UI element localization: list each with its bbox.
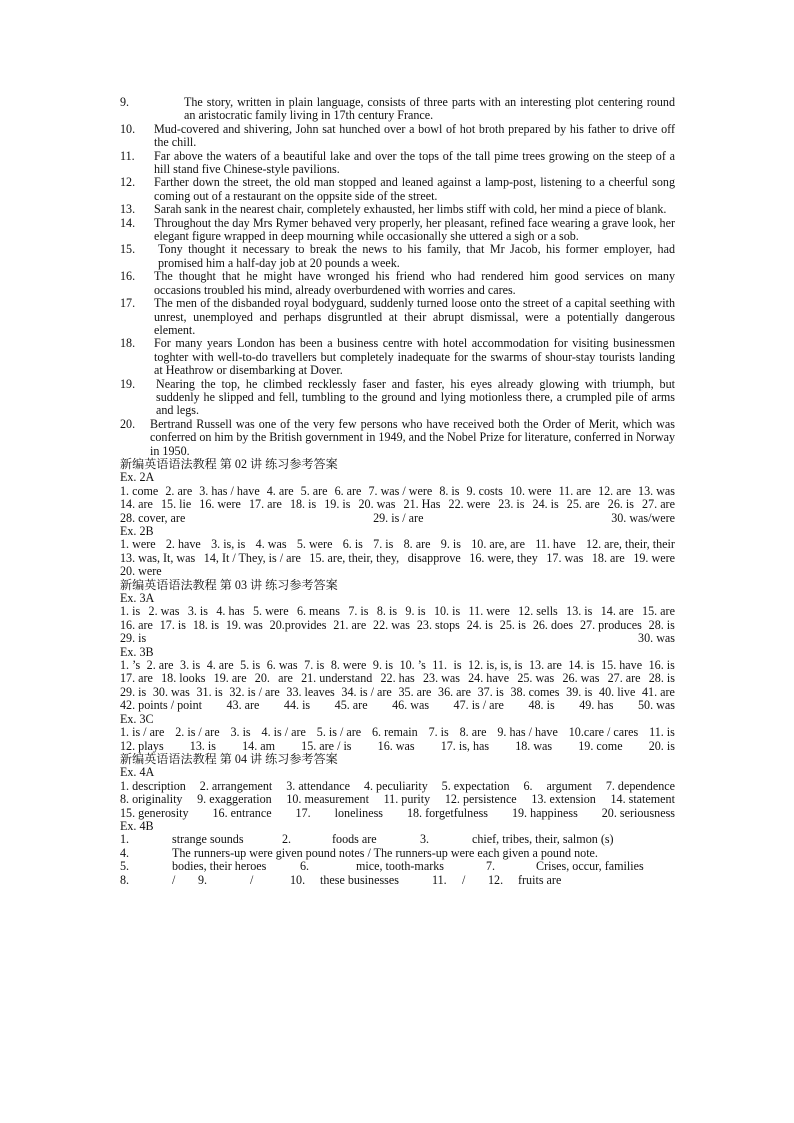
answer-item: 16. was	[377, 738, 415, 753]
answer-item: 18. forgetfulness	[406, 805, 488, 820]
answer-item: 7. was / were	[368, 483, 433, 498]
answer-number: 11.	[432, 872, 447, 887]
sentence-text: The thought that he might have wronged his friend who had rendered him good services on many occasions troubled his mind, already overburdened with worries and cares.	[154, 269, 675, 297]
answer-item: 11. purity	[383, 792, 431, 807]
exercise-label: Ex. 3B	[120, 644, 154, 659]
answer-item: 6.	[523, 778, 533, 793]
answer-item: 20. is	[648, 738, 675, 753]
answer-number: 8.	[120, 872, 130, 887]
sentence-item	[120, 203, 675, 216]
answer-item: loneliness	[334, 805, 383, 820]
lesson-heading: 新编英语语法教程 第 04 讲 练习参考答案	[120, 751, 338, 766]
answer-block	[120, 780, 675, 820]
answer-item: 23. is	[498, 497, 525, 512]
answer-item: 24. is	[532, 497, 559, 512]
answer-row	[120, 860, 675, 873]
sentence-number: 9.	[120, 95, 130, 109]
answer-item: 28. is	[648, 671, 675, 686]
answer-item: 26. was	[562, 671, 600, 686]
answer-item: 7. is	[348, 604, 369, 619]
sentence-number: 10.	[120, 121, 136, 136]
answer-item: 37. is	[477, 684, 504, 699]
answer-item: 34. is / are	[341, 684, 392, 699]
answer-item: 22. has	[380, 671, 415, 686]
document-page	[120, 96, 675, 887]
answer-item: 38. comes	[510, 684, 560, 699]
answer-number: 1.	[120, 832, 130, 847]
lesson-heading: 新编英语语法教程 第 03 讲 练习参考答案	[120, 577, 338, 592]
answer-item: 42. points / point	[120, 698, 202, 713]
answer-item: 2. are	[146, 658, 174, 673]
answer-item: 7. dependence	[605, 778, 675, 793]
answer-item: 26. is	[607, 497, 634, 512]
answer-text: these businesses	[320, 872, 399, 887]
answer-item: 13. is	[566, 604, 593, 619]
answer-item: 19. is	[324, 497, 351, 512]
exercise-label: Ex. 2A	[120, 470, 155, 485]
answer-item: 10. ’s	[399, 658, 426, 673]
answer-item: 19. happiness	[511, 805, 578, 820]
answer-item: 43. are	[226, 698, 260, 713]
sentence-text: Tony thought it necessary to break the news to his family, that Mr Jacob, his former employer, had promised him a half-day job at 20 pounds a week.	[158, 242, 675, 270]
answer-item: 4. peculiarity	[363, 778, 428, 793]
answer-item: 15. lie	[160, 497, 192, 512]
answer-item: 45. are	[334, 698, 368, 713]
answer-item: 9. is	[372, 658, 394, 673]
answer-item: 10. are, are	[471, 537, 525, 552]
answer-item: 22. was	[373, 617, 410, 632]
answer-item: 14. is	[568, 658, 595, 673]
exercise-label: Ex. 2B	[120, 524, 154, 538]
answer-item: 15. are / is	[301, 738, 352, 753]
answer-item: 35. are	[398, 684, 432, 699]
answer-item: 9. has / have	[497, 725, 558, 740]
sentence-number: 11.	[120, 148, 135, 163]
answer-item: 18. was	[515, 738, 553, 753]
answer-item: 2. is / are	[175, 725, 220, 740]
answer-item: 30. was/were	[611, 510, 675, 525]
answer-item: 3. attendance	[286, 778, 351, 793]
answer-item: 14. are	[120, 497, 153, 512]
answer-item: 3. has / have	[199, 483, 260, 498]
answer-item: 20. were	[120, 564, 162, 579]
answer-item: 32. is / are	[229, 684, 280, 699]
answer-item: 18. is	[289, 497, 317, 512]
answer-item: 1. description	[120, 778, 186, 793]
exercise-label: Ex. 4A	[120, 765, 155, 780]
answer-block	[120, 605, 675, 645]
answer-item: 19. was	[225, 617, 263, 632]
answer-item: 25. are	[566, 497, 600, 512]
answer-item: 12. is, is, is	[468, 658, 523, 673]
answer-item: 12. are	[598, 483, 631, 498]
answer-item: 1. is	[120, 604, 141, 619]
sentence-number: 14.	[120, 215, 136, 230]
answer-item: 14. are	[600, 604, 634, 619]
answer-item: 5. were	[296, 537, 333, 552]
answer-number: 9.	[198, 872, 208, 887]
answer-item: 13. was	[638, 483, 675, 498]
exercise-label: Ex. 4B	[120, 818, 154, 833]
answer-text: fruits are	[518, 872, 562, 887]
answer-block	[120, 659, 675, 713]
answer-item: 20. was	[358, 497, 396, 512]
answer-item: 6. is	[342, 537, 363, 552]
answer-item: 17. is, has	[440, 738, 490, 753]
sentence-item	[120, 418, 675, 458]
answer-item: 17. was	[546, 550, 584, 565]
answer-block	[120, 538, 675, 578]
sentence-number: 20.	[120, 416, 136, 431]
answer-item: argument	[546, 778, 592, 793]
answer-text: /	[250, 872, 254, 887]
answer-item: 3. is	[187, 604, 208, 619]
answer-item: 36. are	[438, 684, 471, 699]
sentence-item	[120, 123, 675, 150]
answer-item: 3. is	[230, 725, 251, 740]
answer-text: strange sounds	[172, 832, 244, 847]
answer-item: 13. extension	[531, 792, 596, 807]
answer-block	[120, 726, 675, 753]
answer-item: 15. are, their, they,	[309, 550, 400, 565]
lesson-heading: 新编英语语法教程 第 02 讲 练习参考答案	[120, 456, 338, 471]
answer-item: 18. is	[192, 617, 220, 632]
answer-item: 16. are	[120, 617, 153, 632]
answer-item: 22. were	[448, 497, 491, 512]
answer-item: 11. were	[468, 604, 510, 619]
answer-item: 17.	[295, 805, 311, 820]
answer-item: 11. are	[558, 483, 592, 498]
answer-item: 13. is	[189, 738, 216, 753]
answer-text: mice, tooth-marks	[356, 859, 444, 874]
answer-text: bodies, their heroes	[172, 859, 267, 874]
answer-item: 12. plays	[120, 738, 164, 753]
answer-number: 5.	[120, 859, 130, 874]
answer-text: /	[462, 872, 466, 887]
sentence-text: Bertrand Russell was one of the very few persons who have received both the Order of Merit, which was conferred on him by the British government in 1949, and the Nobel Prize for literature, conferred in Norway in 1950.	[150, 416, 675, 458]
answer-item: 15. are	[642, 604, 675, 619]
exercise-label: Ex. 3C	[120, 711, 154, 726]
answer-item: 40. live	[599, 684, 636, 699]
answer-item: 31. is	[196, 684, 223, 699]
answer-item: 20.	[254, 671, 270, 686]
sentence-text: Far above the waters of a beautiful lake and over the tops of the tall pime trees growing on the steep of a hill stand five Chinese-style pavilions.	[154, 148, 675, 177]
sentence-number: 12.	[120, 175, 136, 190]
answer-item: 8. originality	[120, 792, 183, 807]
answer-item: 33. leaves	[286, 684, 335, 699]
sentence-number: 13.	[120, 202, 136, 217]
sentence-number: 17.	[120, 296, 136, 311]
answer-item: 10.care / cares	[568, 725, 639, 740]
answer-item: 2. was	[148, 604, 180, 619]
answer-item: 25. is	[499, 617, 526, 632]
answer-number: 7.	[486, 859, 496, 874]
answer-item: 7. is	[373, 537, 394, 552]
lesson-03-section	[120, 579, 675, 753]
answer-item: 1. come	[120, 483, 159, 498]
answer-item: 23. was	[422, 671, 460, 686]
answer-item: 13. was, It, was	[120, 550, 196, 565]
sentence-text: Mud-covered and shivering, John sat hunched over a bowl of hot broth prepared by his father to drive off the chill.	[154, 121, 675, 150]
answer-row	[120, 833, 675, 846]
answer-item: 13. are	[528, 658, 562, 673]
answer-item: 11. have	[535, 537, 576, 552]
answer-item: 14. am	[242, 738, 276, 753]
sentence-item	[120, 217, 675, 244]
answer-item: 30. was	[638, 631, 675, 646]
answer-item: 11. is	[649, 725, 675, 740]
answer-item: 8. is	[376, 604, 398, 619]
answer-item: 1. were	[120, 537, 156, 552]
answer-item: 5. is	[240, 658, 261, 673]
sentence-item	[120, 297, 675, 337]
answer-item: 23. stops	[416, 617, 460, 632]
answer-item: 47. is / are	[453, 698, 504, 713]
answer-item: 5. expectation	[441, 778, 510, 793]
answer-item: 9. is	[440, 537, 461, 552]
sentence-text: Sarah sank in the nearest chair, completely exhausted, her limbs stiff with cold, her mind a piece of blank.	[154, 202, 667, 217]
answer-item: 2. arrangement	[199, 778, 273, 793]
answer-item: are	[278, 671, 293, 686]
answer-item: 4. are	[206, 658, 234, 673]
answer-item: 21. understand	[301, 671, 373, 686]
answer-item: 50. was	[637, 698, 675, 713]
sentence-text: Farther down the street, the old man stopped and leaned against a lamp-post, listening to a cheerful song coming out of a restaurant on the oppsite side of the street.	[154, 175, 675, 203]
answer-item: 8. are	[403, 537, 431, 552]
answer-row	[120, 874, 675, 887]
answer-item: 6. are	[334, 483, 362, 498]
sentence-item	[120, 378, 675, 418]
answer-item: 19. were	[633, 550, 675, 565]
answer-item: 18. looks	[161, 671, 206, 686]
lesson-04-section	[120, 753, 675, 887]
answer-text: chief, tribes, their, salmon (s)	[472, 832, 614, 847]
answer-item: 27. are	[607, 671, 641, 686]
answer-number: 4.	[120, 845, 130, 860]
answer-item: 24. have	[468, 671, 510, 686]
answer-item: 4. was	[255, 537, 287, 552]
sentence-item	[120, 96, 675, 123]
answer-item: 11.	[432, 658, 447, 673]
sentence-text: Nearing the top, he climbed recklessly faser and faster, his eyes already glowing with triumph, but suddenly he slipped and fell, tumbling to the ground and lying motionless there, a crumpled pile of arms and legs.	[156, 376, 675, 418]
sentence-number: 15.	[120, 242, 136, 257]
sentence-number: 18.	[120, 336, 136, 351]
sentence-item	[120, 150, 675, 177]
answer-item: 4. are	[266, 483, 294, 498]
sentence-text: The story, written in plain language, consists of three parts with an interesting plot centering round an aristocratic family living in 17th century France.	[184, 95, 675, 123]
answer-item: 29. is	[120, 684, 147, 699]
answer-item: 28. is	[648, 617, 675, 632]
answer-item: 27. produces	[579, 617, 642, 632]
lesson-02-section	[120, 458, 675, 579]
answer-item: 7. is	[304, 658, 325, 673]
answer-number: 2.	[282, 832, 292, 847]
sentence-text: The men of the disbanded royal bodyguard, suddenly turned loose onto the street of a capital seething with unrest, unemployed and perhaps disgruntled at their abrupt dismissal, were a potentially dangerous element.	[154, 296, 675, 337]
answer-item: 10. were	[509, 483, 552, 498]
answer-item: 15. have	[601, 658, 643, 673]
answer-block	[120, 485, 675, 525]
exercise-label: Ex. 3A	[120, 591, 155, 606]
sentence-list	[120, 96, 675, 458]
answer-item: 1. is / are	[120, 725, 165, 740]
answer-item: 14, It / They, is / are	[203, 550, 301, 565]
answer-item: 20. seriousness	[601, 805, 675, 820]
sentence-number: 16.	[120, 269, 136, 284]
answer-item: 16. were, they	[469, 550, 538, 565]
answer-item: 4. is / are	[261, 725, 306, 740]
answer-item: is	[453, 658, 462, 673]
answer-item: 3. is, is	[211, 537, 246, 552]
answer-item: 5. were	[252, 604, 289, 619]
sentence-item	[120, 176, 675, 203]
answer-item: 6. remain	[372, 725, 418, 740]
answer-item: 3. is	[180, 658, 201, 673]
answer-item: 9. is	[405, 604, 426, 619]
answer-item: 2. have	[165, 537, 201, 552]
answer-item: 12. persistence	[444, 792, 517, 807]
answer-number: 10.	[290, 872, 306, 887]
answer-item: 12. are, their, their	[586, 537, 675, 552]
answer-item: 27. are	[642, 497, 675, 512]
answer-item: 4. has	[216, 604, 245, 619]
answer-number: 6.	[300, 859, 310, 874]
answer-item: 8. were	[330, 658, 367, 673]
answer-item: 19. come	[578, 738, 623, 753]
answer-item: 39. is	[566, 684, 593, 699]
answer-item: 17. are	[120, 671, 153, 686]
answer-block-4b	[120, 833, 675, 887]
answer-item: 1. ’s	[120, 658, 141, 673]
sentence-item	[120, 270, 675, 297]
answer-item: 41. are	[641, 684, 675, 699]
answer-item: 19. are	[213, 671, 247, 686]
sentence-item	[120, 337, 675, 377]
answer-item: 25. was	[517, 671, 555, 686]
answer-row	[120, 847, 675, 860]
answer-item: 24. is	[466, 617, 493, 632]
answer-item: 26. does	[532, 617, 574, 632]
answer-text: /	[172, 872, 176, 887]
answer-item: 30. was	[152, 684, 190, 699]
answer-item: 16. is	[648, 658, 675, 673]
answer-item: 7. is	[428, 725, 449, 740]
answer-item: 5. are	[300, 483, 328, 498]
answer-item: 46. was	[392, 698, 430, 713]
sentence-text: Throughout the day Mrs Rymer behaved very properly, her pleasant, refined face wearing a grave look, her elegant figure wrapped in deep mourning while occasionally she uttered a sigh or a sob.	[154, 215, 675, 244]
answer-item: 20.provides	[269, 617, 327, 632]
answer-item: 16. were	[199, 497, 241, 512]
answer-item: 9. costs	[466, 483, 503, 498]
answer-item: 29. is	[120, 631, 147, 646]
answer-item: 49. has	[579, 698, 614, 713]
answer-item: 44. is	[283, 698, 311, 713]
answer-item: 6. means	[296, 604, 340, 619]
answer-item: 18. are	[591, 550, 625, 565]
answer-text: Crises, occur, families	[536, 859, 644, 874]
answer-item: 15. generosity	[120, 805, 189, 820]
answer-item: 29. is / are	[373, 510, 424, 525]
answer-item: 8. are	[459, 725, 487, 740]
answer-item: 12. sells	[518, 604, 558, 619]
answer-item: 10. measurement	[286, 792, 369, 807]
sentence-number: 19.	[120, 376, 136, 391]
answer-item: 8. is	[439, 483, 460, 498]
answer-item: 6. was	[266, 658, 298, 673]
answer-number: 12.	[488, 872, 504, 887]
answer-item: 48. is	[528, 698, 555, 713]
answer-item: 17. are	[248, 497, 282, 512]
answer-item: 21. are	[333, 617, 367, 632]
answer-number: 3.	[420, 832, 430, 847]
answer-text: The runners-up were given pound notes / The runners-up were each given a pound note.	[172, 845, 598, 860]
answer-item: 16. entrance	[212, 805, 272, 820]
answer-item: 2. are	[165, 483, 193, 498]
answer-item: disapprove	[407, 550, 461, 565]
answer-item: 5. is / are	[316, 725, 362, 740]
answer-item: 9. exaggeration	[197, 792, 272, 807]
answer-item: 21. Has	[403, 497, 441, 512]
answer-text: foods are	[332, 832, 377, 847]
sentence-item	[120, 243, 675, 270]
sentence-text: For many years London has been a business centre with hotel accommodation for visiting businessmen toghter with well-to-do travellers but completely inadequate for the swarms of shour-stay tourists landing at Heathrow or disembarking at Dover.	[154, 336, 675, 378]
answer-item: 17. is	[159, 617, 186, 632]
answer-item: 10. is	[433, 604, 461, 619]
answer-item: 14. statement	[610, 792, 675, 807]
answer-item: 28. cover, are	[120, 510, 186, 525]
